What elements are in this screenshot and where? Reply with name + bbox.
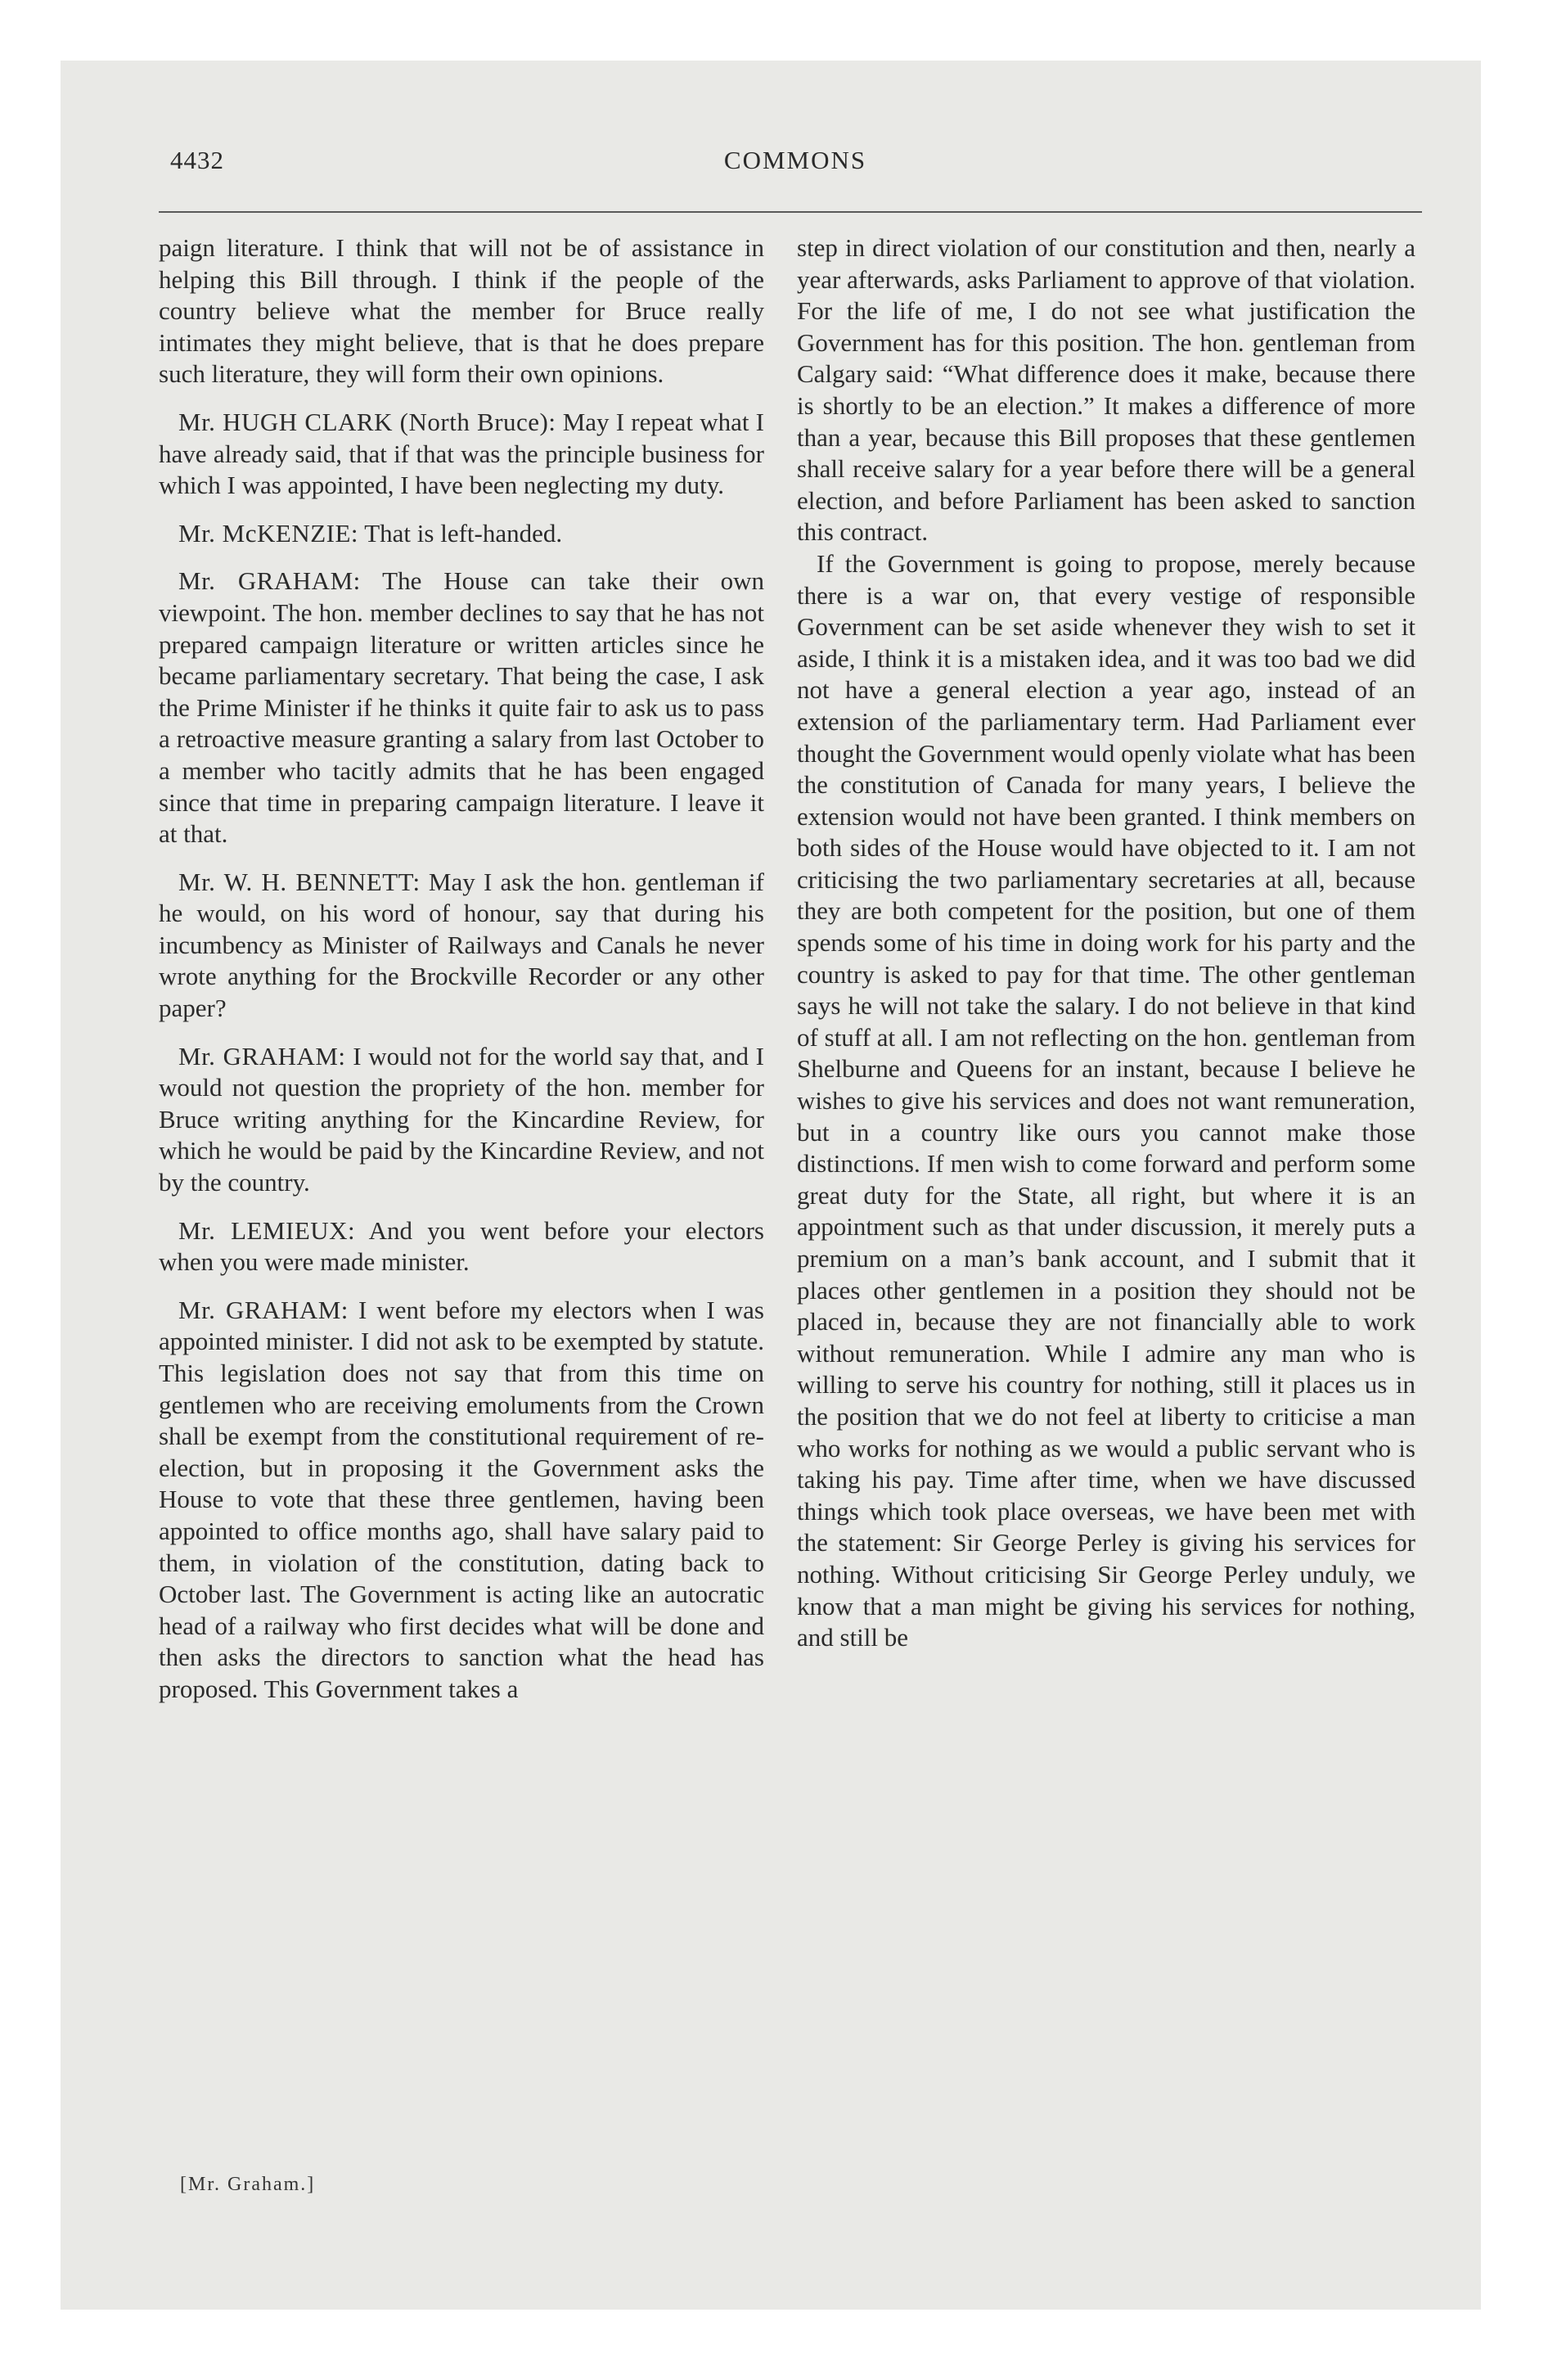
- paragraph: [159, 1041, 764, 1199]
- speech-text: That is left-handed.: [358, 518, 563, 548]
- page-number: 4432: [170, 146, 224, 174]
- paragraph: [159, 867, 764, 1025]
- speaker-name: Mr. McKENZIE:: [178, 518, 359, 548]
- paragraph: paign literature. I think that will not be of assistance in helping this Bill through. I think if the people of the country believe what the member for Bruce really intimates they might believe, that is that he does prepare such literature, they will form their own opinions.: [159, 233, 764, 389]
- speech-text: And you went before your electors when you were made minister.: [159, 1215, 764, 1277]
- running-header: [110, 146, 1481, 187]
- speaker-name: Mr. W. H. BENNETT:: [178, 867, 421, 896]
- speech-text: I would not for the world say that, and I would not question the propriety of the hon. member for Bruce writing anything for the Kincardine Review, for which he would be paid by the Kincardine Review, and not by the country.: [159, 1041, 764, 1197]
- paragraph: [159, 407, 764, 502]
- speech-text: I went before my electors when I was appointed minister. I did not ask to be exempted by statute. This legislation does not say that from this time on gentlemen who are receiving emoluments from the Crown shall be exempt from the constitutional requirement of re-election, but in proposing it the Government asks the House to vote that these three gentlemen, having been appointed to office months ago, shall have salary paid to them, in violation of the constitution, dating back to October last. The Government is acting like an autocratic head of a railway who first decides what will be done and then asks the directors to sanction what the head has proposed. This Government takes a: [159, 1295, 764, 1703]
- paragraph: [159, 1215, 764, 1278]
- paragraph: [159, 566, 764, 850]
- right-column: [797, 232, 1415, 1654]
- paragraph: [159, 518, 764, 550]
- paragraph: If the Government is going to propose, merely because there is a war on, that every vestige of responsible Government can be set aside whenever they wish to set it aside, I think it is a mistaken idea, and it was too bad we did not have a general election a year ago, instead of an extension of the parliamentary term. Had Parliament ever thought the Government would openly violate what has been the constitution of Canada for many years, I believe the extension would not have been granted. I think members on both sides of the House would have objected to it. I am not criticising the two parliamentary secretaries at all, because they are both competent for the position, but one of them spends some of his time in doing work for his party and the country is asked to pay for that time. The other gentleman says he will not take the salary. I do not believe in that kind of stuff at all. I am not reflecting on the hon. gentleman from Shelburne and Queens for an instant, because I believe he wishes to give his services and does not want remuneration, but in a country like ours you cannot make those distinctions. If men wish to come forward and perform some great duty for the State, all right, but where it is an appointment such as that under discussion, it merely puts a premium on a man’s bank account, and I submit that it places other gentlemen in a position they should not be placed in, because they are not financially able to work without remuneration. While I admire any man who is willing to serve his country for nothing, still it places us in the position that we do not feel at liberty to criticise a man who works for nothing as we would a public servant who is taking his pay. Time after time, when we have discussed things which took place overseas, we have been met with the statement: Sir George Perley is giving his services for nothing. Without criticising Sir George Perley unduly, we know that a man might be giving his services for nothing, and still be: [797, 548, 1415, 1652]
- speech-text: May I ask the hon. gentleman if he would, on his word of honour, say that during his incumbency as Minister of Railways and Canals he never wrote anything for the Brockville Recorder or any other paper?: [159, 867, 764, 1023]
- speech-text: May I repeat what I have already said, that if that was the principle business for which I was appointed, I have been neglecting my duty.: [159, 407, 765, 500]
- paragraph: step in direct violation of our constitution and then, nearly a year afterwards, asks Parliament to approve of that violation. For the life of me, I do not see what justification the Government has for this position. The hon. gentleman from Calgary said: “What difference does it make, because there is shortly to be an election.” It makes a difference of more than a year, because this Bill proposes that these gentlemen shall receive salary for a year before there will be a general election, and before Parliament has been asked to sanction this contract.: [797, 233, 1415, 547]
- speaker-name: Mr. HUGH CLARK (North Bruce):: [178, 407, 556, 436]
- speaker-name: Mr. GRAHAM:: [178, 566, 361, 596]
- speaker-name: Mr. LEMIEUX:: [178, 1215, 356, 1245]
- paragraph: [159, 1295, 764, 1706]
- header-rule: [159, 211, 1422, 213]
- speaker-name: Mr. GRAHAM:: [178, 1295, 349, 1324]
- speech-text: The House can take their own viewpoint. The hon. member declines to say that he has not prepared campaign literature or written articles since he became parliamentary secretary. That being the case, I ask the Prime Minister if he thinks it quite fair to ask us to pass a retroactive measure granting a salary from last October to a member who tacitly admits that he has been engaged since that time in preparing campaign literature. I leave it at that.: [159, 566, 764, 849]
- speaker-credit: [Mr. Graham.]: [180, 2174, 316, 2195]
- speaker-name: Mr. GRAHAM:: [178, 1041, 346, 1071]
- section-title: COMMONS: [723, 146, 867, 174]
- left-column: [159, 232, 764, 1722]
